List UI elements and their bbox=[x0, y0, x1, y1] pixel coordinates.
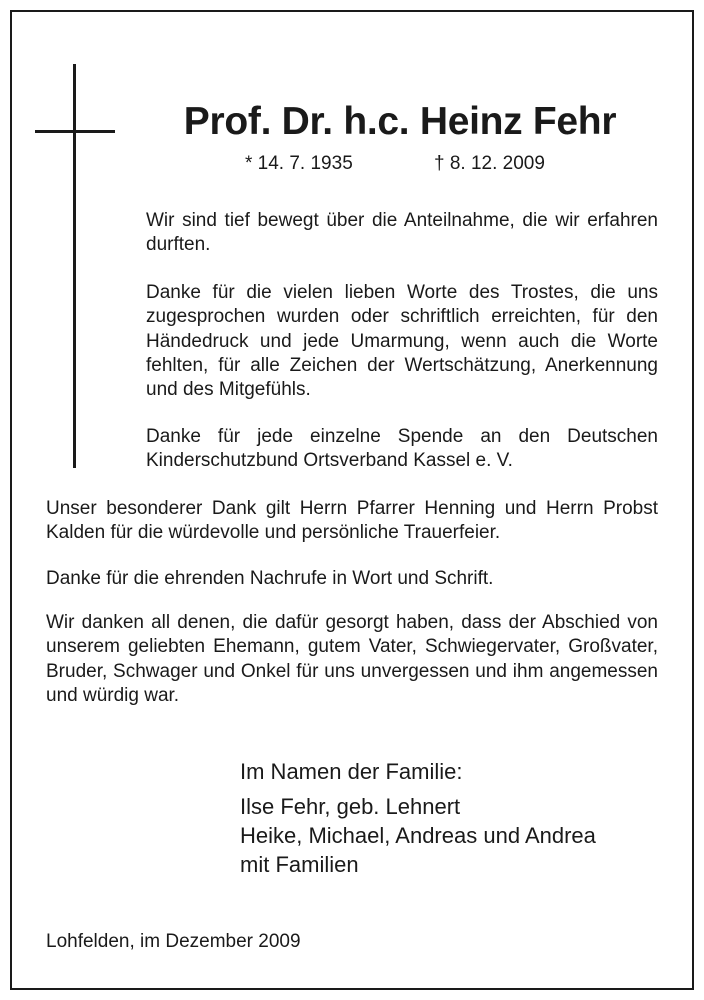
place-date: Lohfelden, im Dezember 2009 bbox=[46, 931, 301, 952]
signature-line: Ilse Fehr, geb. Lehnert bbox=[240, 794, 461, 819]
signature-intro: Im Namen der Familie: bbox=[240, 759, 463, 784]
birth-date: * 14. 7. 1935 bbox=[245, 153, 353, 174]
death-date: † 8. 12. 2009 bbox=[434, 153, 545, 174]
signature-block bbox=[240, 757, 596, 879]
cross-icon bbox=[73, 64, 76, 468]
paragraph-thanks-clergy: Unser besonderer Dank gilt Herrn Pfarrer Henning und Herrn Probst Kalden für die würdevolle und persönliche Trauerfeier. bbox=[46, 498, 658, 544]
signature-line: Heike, Michael, Andreas und Andrea bbox=[240, 823, 596, 848]
cross-icon-bar bbox=[35, 130, 115, 133]
paragraph-sympathy: Wir sind tief bewegt über die Anteilnahme, die wir erfahren durften. bbox=[146, 210, 658, 256]
deceased-name: Prof. Dr. h.c. Heinz Fehr bbox=[183, 100, 617, 143]
paragraph-thanks-all: Wir danken all denen, die dafür gesorgt haben, dass der Abschied von unserem geliebten Ehemann, gutem Vater, Schwiegervater, Großvater, Bruder, Schwager und Onkel für uns unvergessen und ihm angemessen und würdig war. bbox=[46, 612, 658, 706]
signature-line: mit Familien bbox=[240, 852, 359, 877]
paragraph-thanks-words: Danke für die vielen lieben Worte des Trostes, die uns zugesprochen wurden oder schriftlich erreichten, für den Händedruck und jede Umarmung, wenn auch die Worte fehlten, für alle Zeichen der Wertschätzung, Anerkennung und des Mitgefühls. bbox=[146, 282, 658, 401]
paragraph-thanks-obituaries: Danke für die ehrenden Nachrufe in Wort und Schrift. bbox=[46, 568, 494, 589]
paragraph-thanks-donations: Danke für jede einzelne Spende an den Deutschen Kinderschutzbund Ortsverband Kassel e. V. bbox=[146, 426, 658, 472]
